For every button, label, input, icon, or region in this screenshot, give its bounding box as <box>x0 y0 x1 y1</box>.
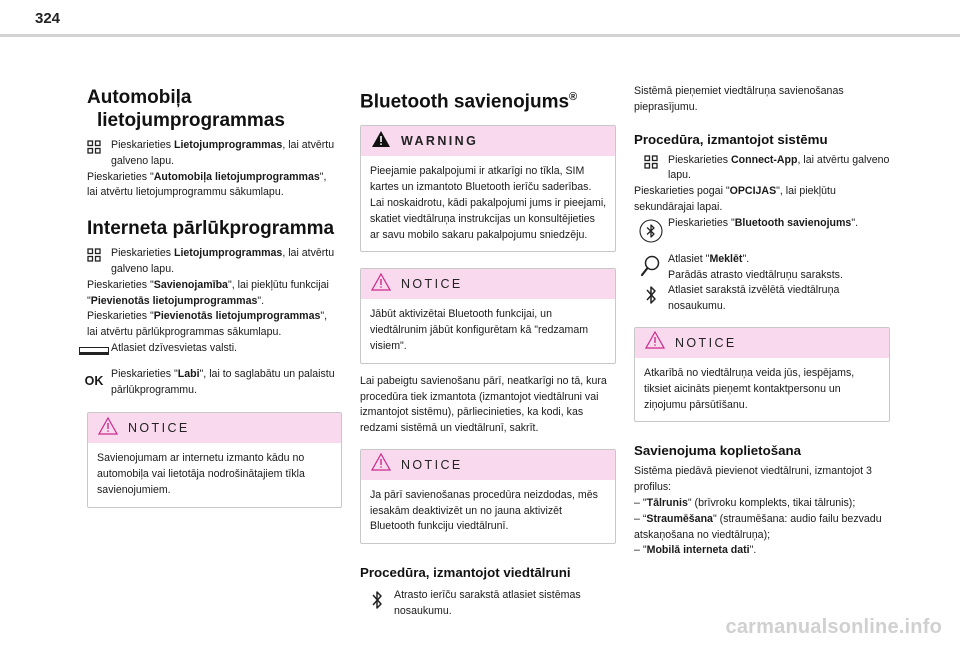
search-icon <box>634 252 668 278</box>
notice-box <box>87 412 342 507</box>
warning-box <box>360 125 616 252</box>
section-title-phone-procedure: Procedūra, izmantojot viedtālruni <box>360 565 571 581</box>
notice-title: NOTICE <box>675 335 737 350</box>
warning-text: Pieejamie pakalpojumi ir atkarīgi no tīkla, SIM kartes un izmantoto Bluetooth ierīču saderības. Lai noskaidrotu, kādi pakalpojumi jums ir pieejami, skatiet viedtālruņa instrukcijas un konsultējieties ar savu mobilo sakaru pakalpojumu sniedzēju. <box>370 165 607 241</box>
apps-grid-icon <box>77 246 111 262</box>
warning-triangle-icon <box>371 130 391 153</box>
warning-title: WARNING <box>401 134 479 149</box>
profiles-intro: Sistēma piedāvā pievienot viedtālruni, izmantojot 3 profilus: <box>634 465 872 494</box>
country-flag-icon <box>77 341 111 355</box>
header-rule <box>0 34 960 37</box>
section-title-car-apps: Automobiļa lietojumprogrammas <box>87 87 285 131</box>
warning-triangle-icon <box>371 453 391 476</box>
pairing-paragraph: Lai pabeigtu savienošanu pārī, neatkarīgi no tā, kura procedūra tiek izmantota (izmantojot viedtālruni vai izmantojot sistēmu), pārliecinieties, ka kodi, kas redzami sistēmā un viedtālrunī, sakrīt. <box>360 374 607 435</box>
page-number: 324 <box>35 10 61 27</box>
ok-label: OK <box>84 373 104 388</box>
car-apps-step-2: Pieskarieties "Automobiļa lietojumprogrammas", lai atvērtu lietojumprogrammu sākumlapu. <box>87 170 327 199</box>
column-3 <box>634 78 890 559</box>
notice-box <box>634 327 890 422</box>
system-step-2: Pieskarieties pogai "OPCIJAS", lai piekļūtu sekundārajai lapai. <box>634 185 836 213</box>
bluetooth-icon <box>634 283 668 305</box>
system-step-1: Pieskarieties Connect-App, lai atvērtu galveno lapu. <box>634 153 890 185</box>
section-title-system-procedure: Procedūra, izmantojot sistēmu <box>634 131 828 147</box>
bluetooth-icon <box>360 588 394 610</box>
notice-box <box>360 268 616 363</box>
warning-triangle-icon <box>98 417 118 440</box>
notice-box <box>360 449 616 544</box>
warning-triangle-icon <box>371 273 391 296</box>
car-apps-step-1: Pieskarieties Lietojumprogrammas, lai atvērtu galveno lapu. <box>77 138 337 170</box>
browser-step-3: Pieskarieties "Pievienotās lietojumprogrammas", lai atvērtu pārlūkprogrammas sākumlapu. <box>87 310 328 339</box>
notice-text: Atkarībā no viedtālruņa veida jūs, iespējams, tiksiet aicināts pieņemt kontaktpersonu un ziņojumu pārsūtīšanu. <box>644 366 855 411</box>
section-title-bluetooth: Bluetooth savienojums® <box>360 91 578 113</box>
browser-step-5: OK Pieskarieties "Labi", lai to saglabātu un palaistu pārlūkprogrammu. <box>84 367 335 396</box>
notice-text: Jābūt aktivizētai Bluetooth funkcijai, un viedtālrunim jābūt konfigurētam kā "redzamam visiem". <box>370 308 589 352</box>
browser-step-4: Atlasiet dzīvesvietas valsti. <box>77 341 337 357</box>
notice-text: Ja pārī savienošanas procedūra neizdodas, mēs iesakām deaktivizēt un no jauna aktivizēt Bluetooth funkciju viedtālrunī. <box>370 488 598 533</box>
notice-text: Savienojumam ar internetu izmanto kādu no automobiļa vai lietotāja nodrošinātajiem tīkla savienojumiem. <box>97 452 305 496</box>
system-step-4: Atlasiet "Meklēt". Parādās atrasto viedtālruņu saraksts. <box>634 252 890 284</box>
browser-step-1: Pieskarieties Lietojumprogrammas, lai atvērtu galveno lapu. <box>77 246 337 278</box>
apps-grid-icon <box>77 138 111 154</box>
section-title-browser: Interneta pārlūkprogramma <box>87 218 335 240</box>
system-step-5: Atlasiet sarakstā izvēlētā viedtālruņa nosaukumu. <box>634 283 890 315</box>
apps-grid-icon <box>634 153 668 169</box>
column-1 <box>84 78 337 508</box>
system-step-3: Pieskarieties "Bluetooth savienojums". <box>634 216 890 244</box>
notice-title: NOTICE <box>128 421 190 436</box>
browser-step-2: Pieskarieties "Savienojamība", lai piekļūtu funkcijai "Pievienotās lietojumprogrammas". <box>87 278 329 307</box>
profile-item: – "Tālrunis" (brīvroku komplekts, tikai tālrunis); <box>634 496 856 509</box>
watermark: carmanualsonline.info <box>725 616 942 638</box>
warning-triangle-icon <box>645 331 665 354</box>
notice-title: NOTICE <box>401 277 463 292</box>
column-2 <box>360 78 616 620</box>
section-title-connection-sharing: Savienojuma koplietošana <box>634 443 802 459</box>
bluetooth-circle-icon <box>634 216 668 244</box>
accept-request-text: Sistēmā pieņemiet viedtālruņa savienošanas pieprasījumu. <box>634 85 844 113</box>
phone-procedure-step: Atrasto ierīču sarakstā atlasiet sistēmas nosaukumu. <box>360 588 616 620</box>
profile-item: – "Mobilā interneta dati". <box>634 544 757 557</box>
profile-item: – “Straumēšana" (straumēšana: audio failu bezvadu atskaņošana no viedtālruņa); <box>634 512 882 541</box>
notice-title: NOTICE <box>401 457 463 472</box>
